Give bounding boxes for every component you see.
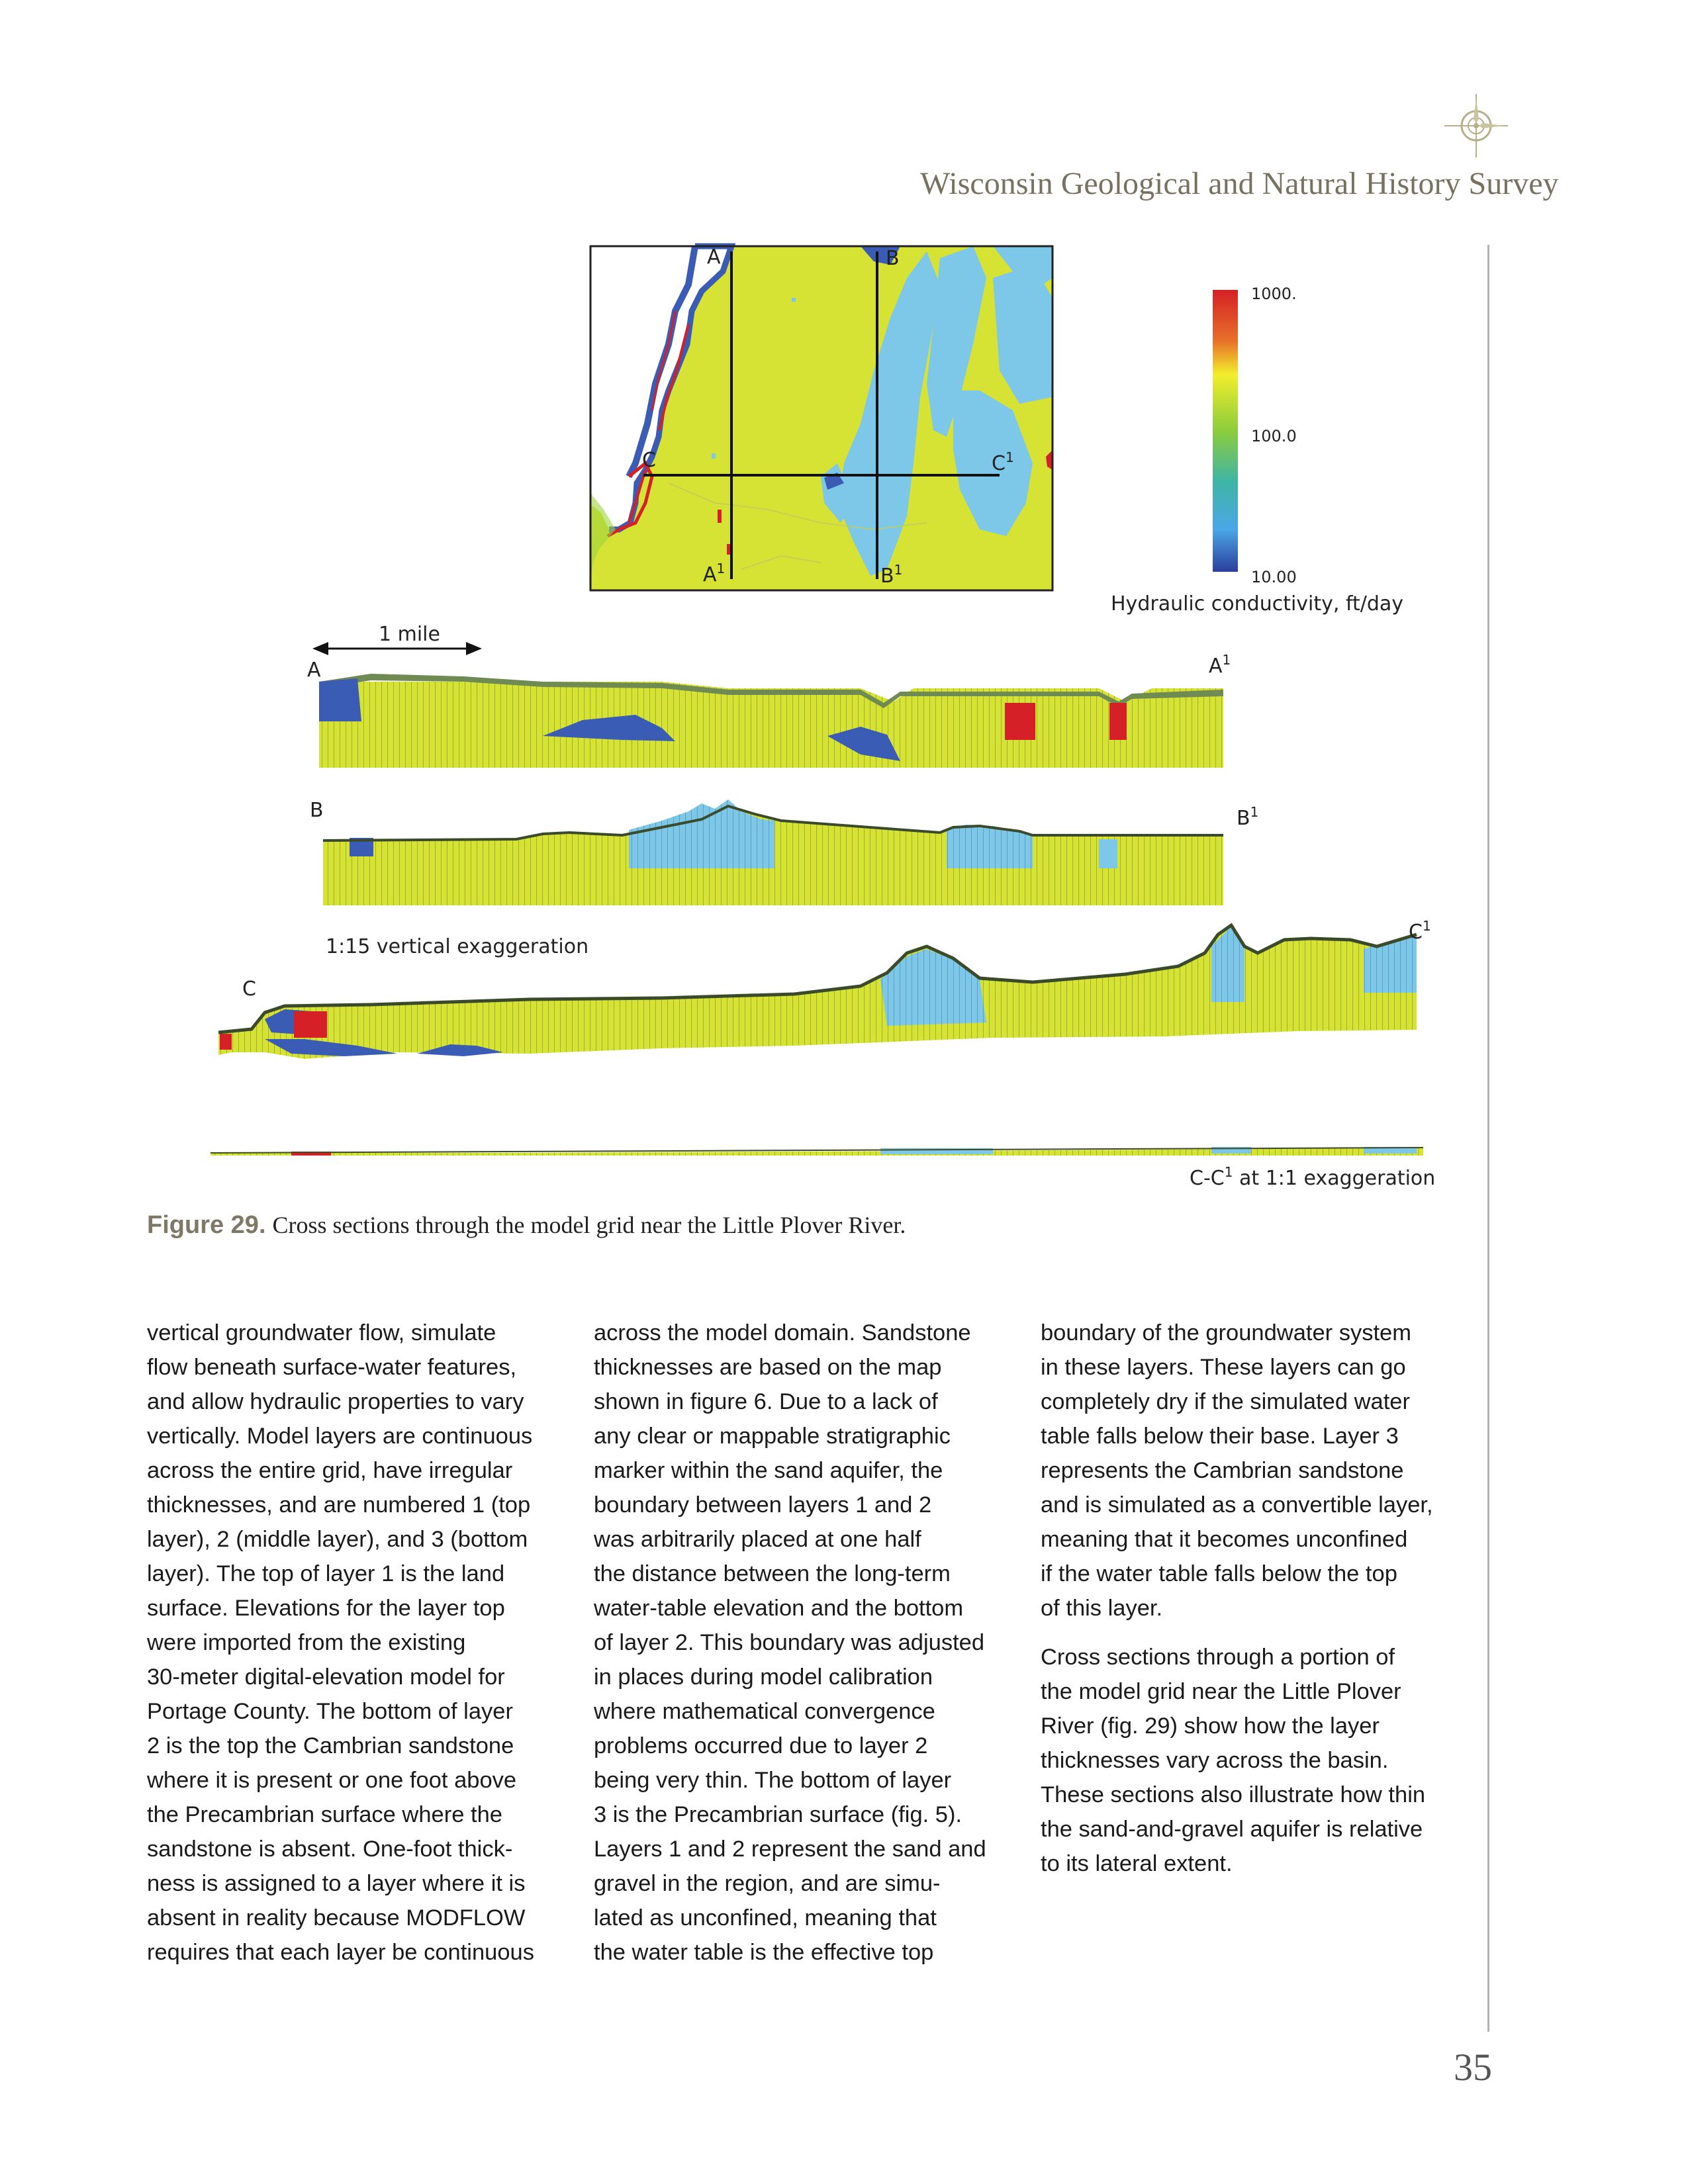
true-scale-sup: 1 [1224,1164,1233,1180]
text-line: to its lateral extent. [1041,1851,1233,1876]
cross-section-c-c1-true-scale [211,1147,1435,1190]
text-line: thicknesses are based on the map [594,1355,942,1380]
text-line: the sand-and-gravel aquifer is relative [1041,1817,1423,1842]
map-label-a1: A [703,563,717,586]
text-line: lated as unconfined, meaning that [594,1905,937,1931]
text-line: of this layer. [1041,1596,1163,1621]
text-line: where it is present or one foot above [147,1768,517,1793]
exaggeration-label: 1:15 vertical exaggeration [326,935,589,958]
text-line: of layer 2. This boundary was adjusted [594,1630,985,1655]
map-label-b1: B [880,565,894,588]
text-line: 3 is the Precambrian surface (fig. 5). [594,1802,962,1827]
text-line: the distance between the long-term [594,1561,951,1586]
text-line: problems occurred due to layer 2 [594,1733,928,1758]
text-line: water-table elevation and the bottom [594,1596,964,1621]
text-line: 30-meter digital-elevation model for [147,1664,505,1690]
page-number: 35 [1454,2046,1492,2089]
text-line: thicknesses vary across the basin. [1041,1748,1389,1773]
text-line: shown in figure 6. Due to a lack of [594,1389,938,1414]
map-label-b: B [886,247,900,270]
text-line: across the model domain. Sandstone [594,1320,971,1345]
svg-text:C-C1 at 1:1 exaggeration [1190,1164,1435,1190]
cross-section-a-a1 [307,652,1231,768]
scale-bar [312,623,482,655]
figure-caption-text: Cross sections through the model grid near the Little Plover River. [272,1212,906,1238]
legend-mid: 100.0 [1251,427,1297,445]
text-line: absent in reality because MODFLOW [147,1905,526,1931]
text-line: the model grid near the Little Plover [1041,1679,1401,1704]
section-label-a1: A [1209,655,1223,678]
section-label-a: A [307,659,321,682]
map-label-a: A [707,246,721,269]
text-line: layer), 2 (middle layer), and 3 (bottom [147,1527,528,1552]
text-line: vertically. Model layers are continuous [147,1424,533,1449]
text-line: vertical groundwater flow, simulate [147,1320,496,1345]
body-column-2 [594,1316,1024,1970]
text-line: boundary of the groundwater system [1041,1320,1411,1345]
legend-color-bar [1213,290,1238,572]
legend-min: 10.00 [1251,568,1297,586]
text-line: surface. Elevations for the layer top [147,1596,505,1621]
map-label-c: C [642,449,656,472]
text-line: across the entire grid, have irregular [147,1458,513,1483]
section-label-c: C [242,978,256,1001]
text-line: Layers 1 and 2 represent the sand and [594,1837,986,1862]
text-line: being very thin. The bottom of layer [594,1768,952,1793]
text-line: represents the Cambrian sandstone [1041,1458,1404,1483]
text-line: 2 is the top the Cambrian sandstone [147,1733,514,1758]
legend-max: 1000. [1251,285,1297,303]
map-label-b1-sup: 1 [894,562,903,578]
text-line: was arbitrarily placed at one half [594,1527,921,1552]
text-line: were imported from the existing [147,1630,466,1655]
scale-label: 1 mile [379,623,440,646]
text-line: in places during model calibration [594,1664,933,1690]
text-line: the water table is the effective top [594,1940,934,1965]
text-line: layer). The top of layer 1 is the land [147,1561,505,1586]
section-label-b: B [310,799,324,822]
text-line: the Precambrian surface where the [147,1802,502,1827]
conductivity-map [590,246,1053,590]
text-line: in these layers. These layers can go [1041,1355,1406,1380]
body-column-1 [147,1316,584,1970]
cross-section-b-b1 [310,799,1258,905]
text-line: meaning that it becomes unconfined [1041,1527,1408,1552]
text-line: flow beneath surface-water features, [147,1355,517,1380]
body-column-3 [1041,1316,1491,1881]
text-line: gravel in the region, and are simu- [594,1871,941,1896]
text-line: and allow hydraulic properties to vary [147,1389,524,1414]
section-label-a1-sup: 1 [1222,652,1231,668]
text-line: Portage County. The bottom of layer [147,1699,513,1724]
col3-paragraph-1 [1041,1316,1491,1625]
svg-text:A1 [1209,652,1231,678]
section-label-b1-sup: 1 [1250,804,1259,820]
conductivity-legend [1111,285,1403,615]
text-line: sandstone is absent. One-foot thick- [147,1837,513,1862]
text-line: marker within the sand aquifer, the [594,1458,943,1483]
figure-label: Figure 29. [147,1211,266,1239]
text-line: boundary between layers 1 and 2 [594,1492,932,1518]
true-scale-post: at 1:1 exaggeration [1233,1167,1436,1190]
map-label-c1: C [992,452,1006,475]
text-line: if the water table falls below the top [1041,1561,1397,1586]
svg-text:C1 [1409,918,1431,944]
section-label-b1: B [1237,807,1250,830]
text-line: and is simulated as a convertible layer, [1041,1492,1433,1518]
text-line: ness is assigned to a layer where it is [147,1871,526,1896]
svg-text:B1 [1237,804,1258,830]
text-line: River (fig. 29) show how the layer [1041,1713,1380,1739]
text-line: completely dry if the simulated water [1041,1389,1410,1414]
true-scale-pre: C-C [1190,1167,1225,1190]
text-line: table falls below their base. Layer 3 [1041,1424,1399,1449]
text-line: any clear or mappable stratigraphic [594,1424,951,1449]
section-label-c1-sup: 1 [1422,918,1431,934]
map-label-c1-sup: 1 [1005,449,1014,465]
text-line: Cross sections through a portion of [1041,1645,1395,1670]
legend-title: Hydraulic conductivity, ft/day [1111,592,1404,615]
text-line: These sections also illustrate how thin [1041,1782,1426,1807]
col3-paragraph-2 [1041,1640,1491,1881]
text-line: thicknesses, and are numbered 1 (top [147,1492,531,1518]
header-title: Wisconsin Geological and Natural History Survey [920,166,1559,201]
map-label-a1-sup: 1 [716,561,726,576]
text-line: requires that each layer be continuous [147,1940,534,1965]
section-label-c1: C [1409,921,1423,944]
figure-caption [147,1211,1471,1240]
text-line: where mathematical convergence [594,1699,935,1724]
